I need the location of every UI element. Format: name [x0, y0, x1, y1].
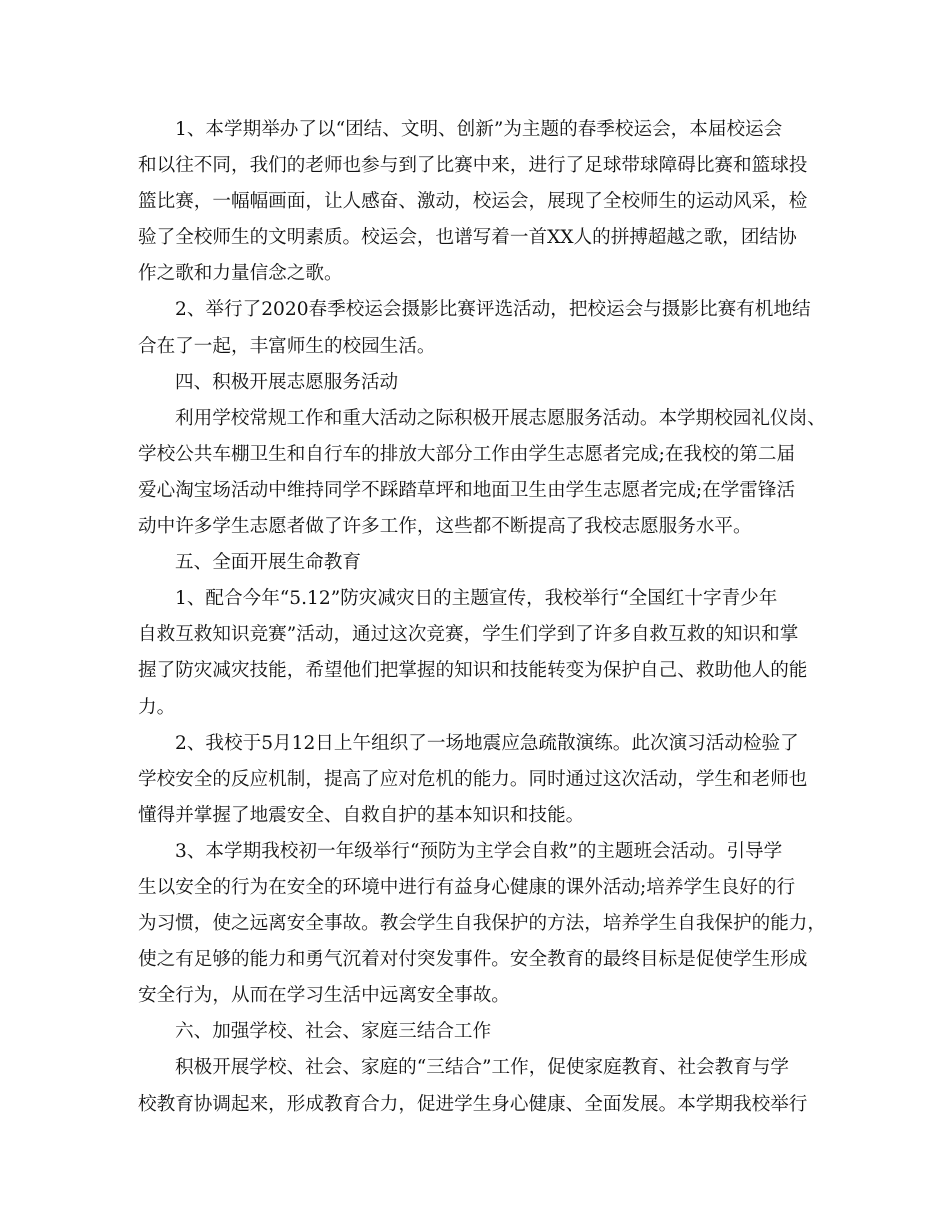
text-line: 合在了一起，丰富师生的校园生活。 — [138, 335, 436, 357]
text-line: 六、加强学校、社会、家庭三结合工作 — [175, 1021, 492, 1043]
text-line: 篮比赛，一幅幅画面，让人感奋、激动，校运会，展现了全校师生的运动风采，检 — [138, 191, 808, 213]
text-line: 验了全校师生的文明素质。校运会，也谱写着一首XX人的拼搏超越之歌，团结协 — [138, 227, 797, 249]
text-line: 安全行为，从而在学习生活中远离安全事故。 — [138, 985, 510, 1007]
text-line: 力。 — [138, 696, 176, 718]
paragraph — [138, 834, 838, 1014]
text-line: 作之歌和力量信念之歌。 — [138, 263, 343, 285]
text-line: 学校公共车棚卫生和自行车的排放大部分工作由学生志愿者完成;在我校的第二届 — [138, 443, 796, 465]
text-line: 爱心淘宝场活动中维持同学不踩踏草坪和地面卫生由学生志愿者完成;在学雷锋活 — [138, 479, 796, 501]
text-line: 懂得并掌握了地震安全、自救自护的基本知识和技能。 — [138, 804, 585, 826]
text-line: 为习惯，使之远离安全事故。教会学生自我保护的方法，培养学生自我保护的能力， — [138, 913, 826, 935]
text-line: 2、我校于5月12日上午组织了一场地震应急疏散演练。此次演习活动检验了 — [175, 732, 799, 754]
paragraph — [138, 1050, 838, 1122]
text-line: 利用学校常规工作和重大活动之际积极开展志愿服务活动。本学期校园礼仪岗、 — [175, 407, 826, 429]
text-line: 使之有足够的能力和勇气沉着对付突发事件。安全教育的最终目标是促使学生形成 — [138, 949, 808, 971]
text-line: 和以往不同，我们的老师也参与到了比赛中来，进行了足球带球障碍比赛和篮球投 — [138, 155, 808, 177]
text-line: 校教育协调起来，形成教育合力，促进学生身心健康、全面发展。本学期我校举行 — [138, 1093, 808, 1115]
section-heading — [138, 1014, 838, 1050]
text-line: 积极开展学校、社会、家庭的“三结合”工作，促使家庭教育、社会教育与学 — [175, 1057, 790, 1079]
paragraph — [138, 292, 838, 364]
paragraph — [138, 581, 838, 725]
text-line: 动中许多学生志愿者做了许多工作，这些都不断提高了我校志愿服务水平。 — [138, 516, 752, 538]
paragraph — [138, 726, 838, 834]
text-line: 学校安全的反应机制，提高了应对危机的能力。同时通过这次活动，学生和老师也 — [138, 768, 808, 790]
text-line: 2、举行了2020春季校运会摄影比赛评选活动，把校运会与摄影比赛有机地结 — [175, 299, 811, 321]
paragraph — [138, 401, 838, 545]
text-line: 1、本学期举办了以“团结、文明、创新”为主题的春季校运会，本届校运会 — [175, 119, 783, 140]
section-heading — [138, 545, 838, 581]
text-line: 握了防灾减灾技能，希望他们把掌握的知识和技能转变为保护自己、救助他人的能 — [138, 660, 808, 682]
document-body — [138, 112, 838, 1123]
text-line: 五、全面开展生命教育 — [175, 552, 361, 574]
text-line: 1、配合今年“5.12”防灾减灾日的主题宣传，我校举行“全国红十字青少年 — [175, 588, 778, 610]
text-line: 自救互救知识竞赛”活动，通过这次竞赛，学生们学到了许多自救互救的知识和掌 — [138, 624, 799, 646]
paragraph — [138, 112, 838, 292]
text-line: 生以安全的行为在安全的环境中进行有益身心健康的课外活动;培养学生良好的行 — [138, 876, 796, 898]
section-heading — [138, 365, 838, 401]
text-line: 四、积极开展志愿服务活动 — [175, 371, 399, 393]
text-line: 3、本学期我校初一年级举行“预防为主学会自救”的主题班会活动。引导学 — [175, 840, 783, 862]
